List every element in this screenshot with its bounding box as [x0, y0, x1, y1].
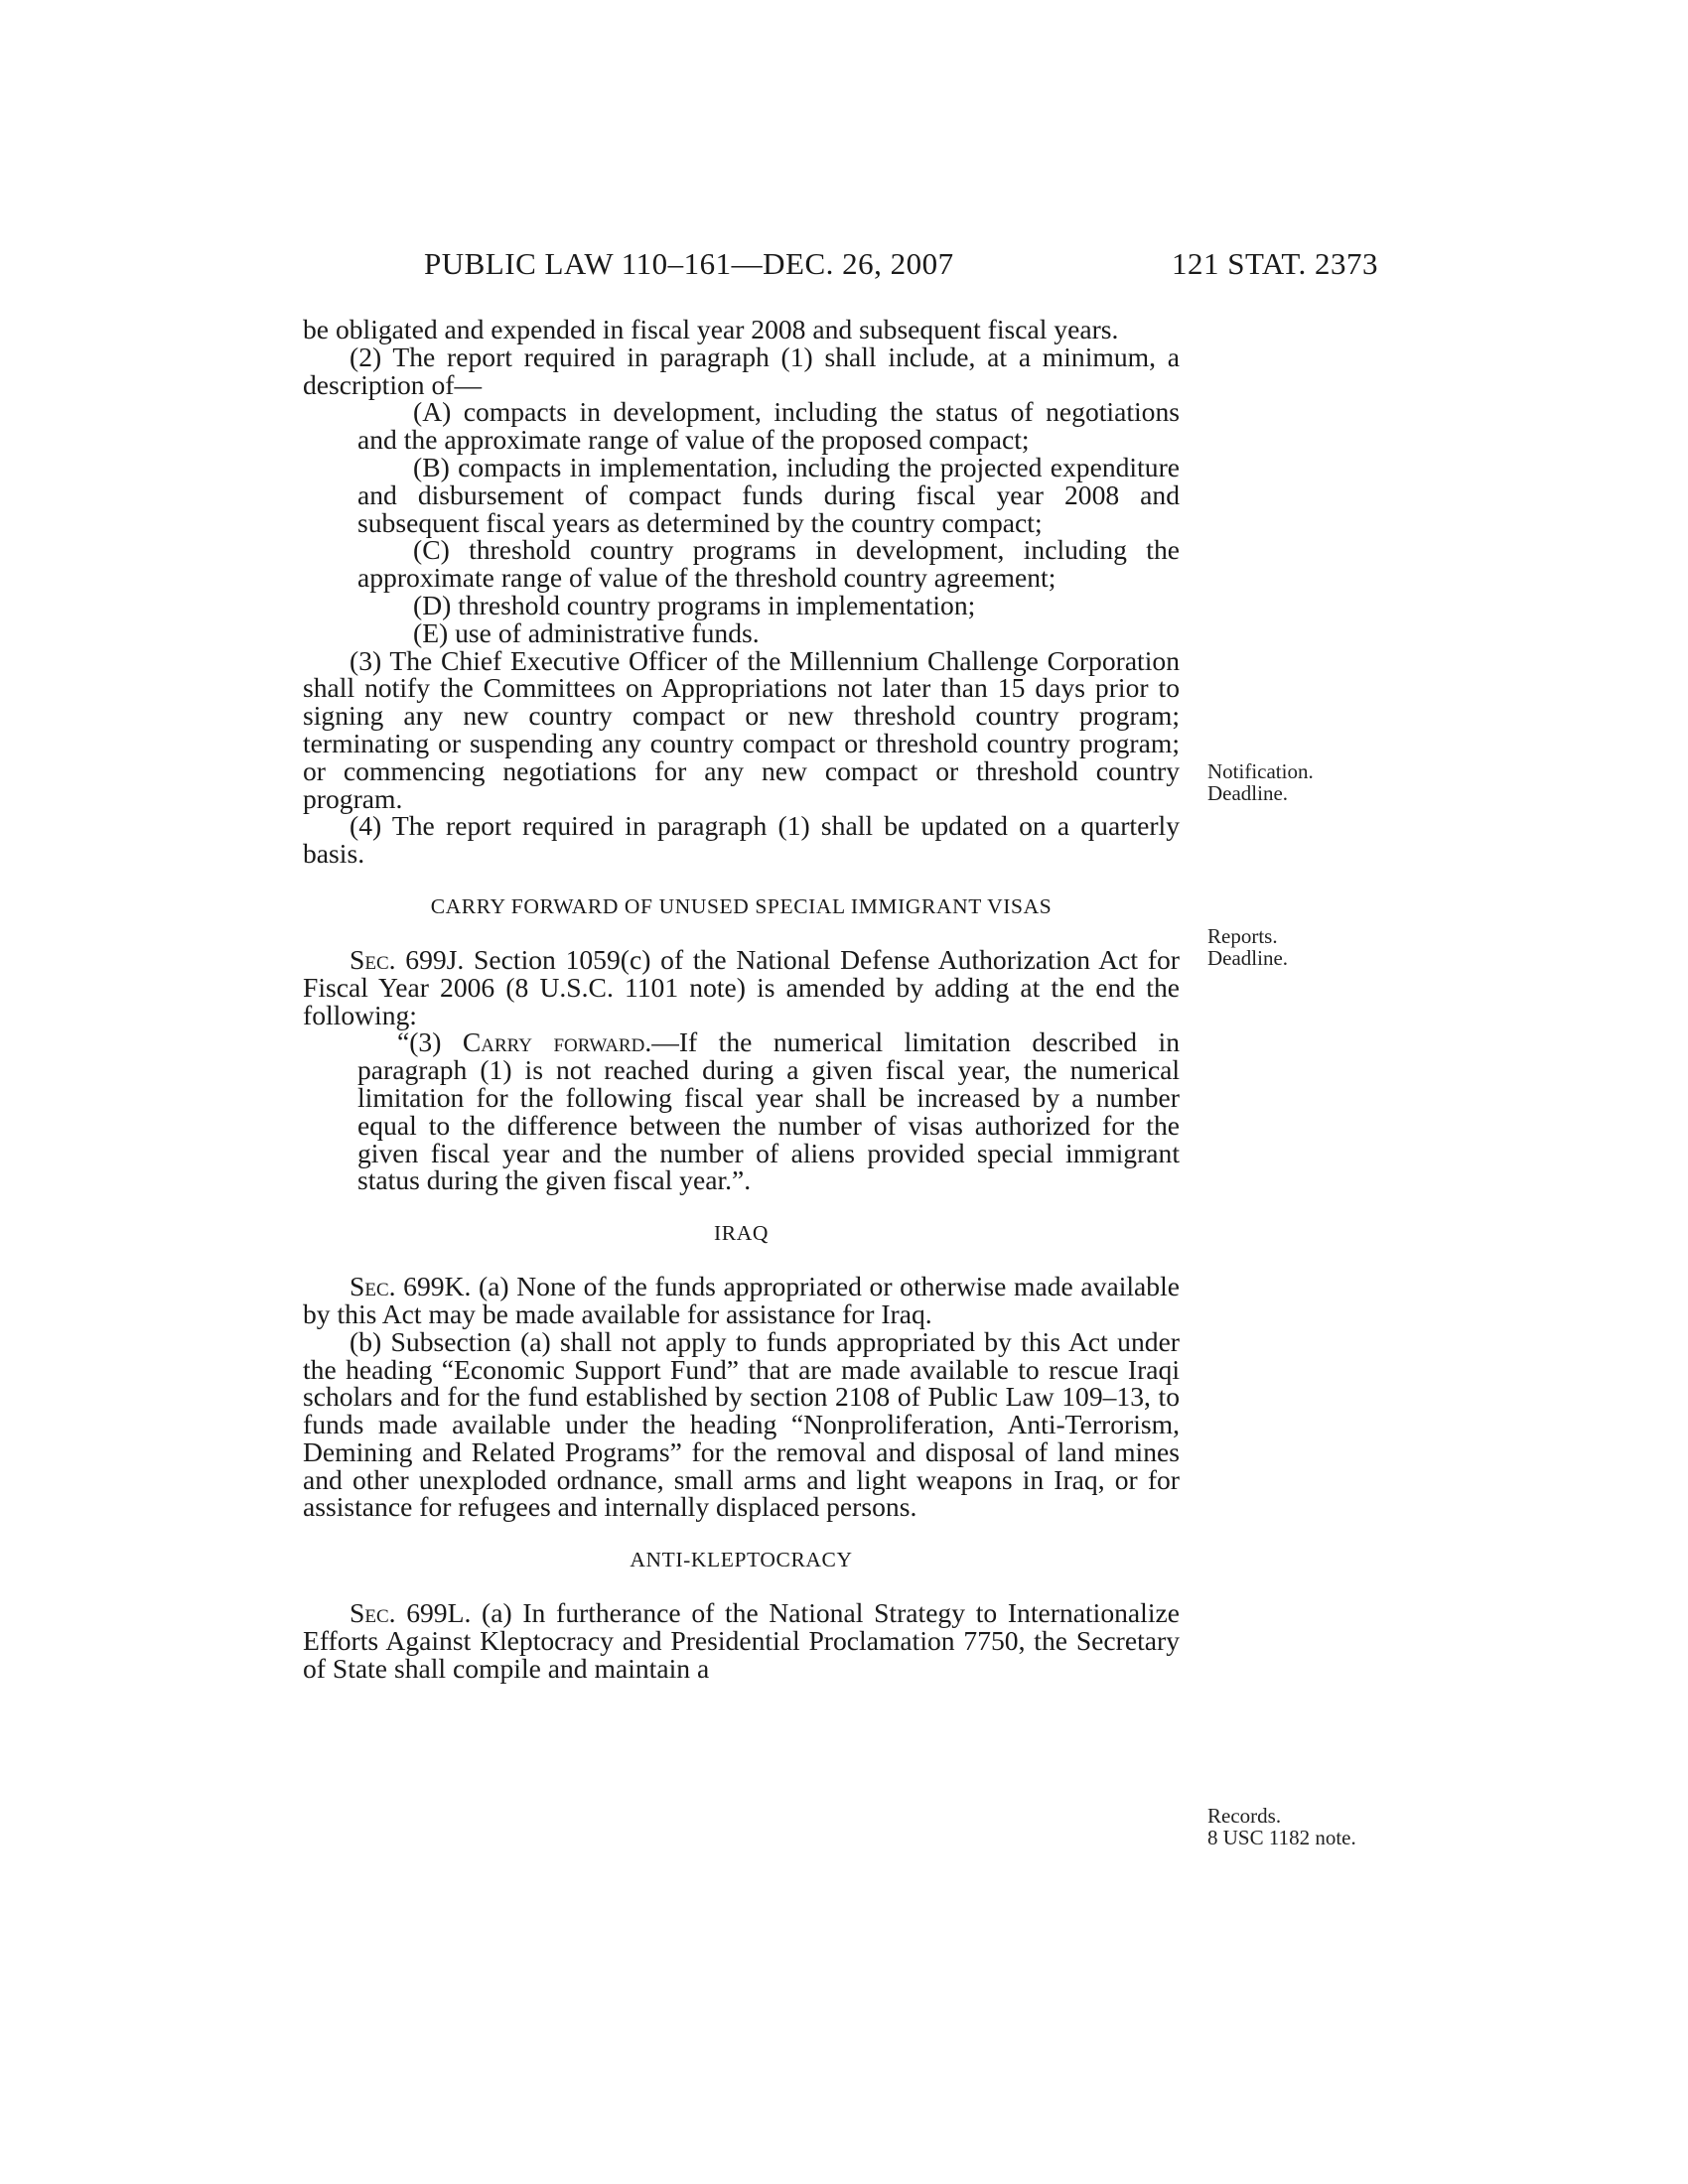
paragraph-3: (3) The Chief Executive Officer of the Millennium Challenge Corporation shall notify the Committees on Appropriations not later than 15 days prior to signing any new country compact or new threshold country program; terminating or suspending any country compact or threshold country program; or commencing negotiations for any new compact or threshold country program. — [303, 644, 1180, 814]
subparagraph-e: (E) use of administrative funds. — [413, 616, 760, 648]
paragraph-continuation: be obligated and expended in fiscal year 2008 and subsequent fiscal years. — [303, 314, 1119, 344]
margin-note-line: Deadline. — [1207, 781, 1289, 805]
subparagraph-a: (A) compacts in development, including the status of negotiations and the approximate range of value of the proposed compact; — [357, 396, 1180, 456]
margin-note-line: Notification. — [1207, 759, 1314, 783]
subparagraph-b: (B) compacts in implementation, including the projected expenditure and disbursement of compact funds during fiscal year 2008 and subsequent fiscal years as determined by the country compact; — [357, 451, 1180, 538]
margin-note-records — [1207, 1805, 1356, 1848]
section-699k-b: (b) Subsection (a) shall not apply to funds appropriated by this Act under the heading “Economic Support Fund” that are made available to rescue Iraqi scholars and for the fund established by section 2108 of Public Law 109–13, to funds made available under the heading “Nonproliferation, Anti-Terrorism, Demining and Related Programs” for the removal and disposal of land mines and other unexploded ordnance, small arms and light weapons in Iraq, or for assistance for refugees and internally displaced persons. — [303, 1325, 1180, 1523]
section-text: 699L. (a) In furtherance of the National Strategy to Internationalize Efforts Against Kleptocracy and Presidential Proclamation 7750, the Secretary of State shall compile and maintain a — [303, 1597, 1180, 1684]
section-699k-a — [303, 1273, 1180, 1328]
section-699j — [303, 943, 1180, 1030]
subparagraph-d: (D) threshold country programs in implementation; — [413, 589, 976, 620]
header-stat-citation: 121 STAT. 2373 — [1171, 246, 1378, 281]
section-heading-anti-kleptocracy: ANTI-KLEPTOCRACY — [630, 1548, 853, 1572]
header-title: PUBLIC LAW 110–161—DEC. 26, 2007 — [424, 246, 954, 281]
document-body — [303, 316, 1180, 1683]
section-label: Sec. — [350, 1271, 396, 1302]
paragraph-2: (2) The report required in paragraph (1) shall include, at a minimum, a description of— — [303, 341, 1180, 400]
paragraph-4: (4) The report required in paragraph (1) shall be updated on a quarterly basis. — [303, 810, 1180, 870]
section-699l — [303, 1599, 1180, 1682]
subparagraph-c: (C) threshold country programs in development, including the approximate range of value of the threshold country agreement; — [357, 534, 1180, 594]
section-heading-iraq: IRAQ — [714, 1221, 769, 1246]
margin-note-line: Records. — [1207, 1804, 1282, 1828]
margin-note-line: 8 USC 1182 note. — [1207, 1826, 1356, 1849]
quoted-label: “(3) Carry forward. — [397, 1026, 652, 1058]
quoted-paragraph-3 — [303, 1028, 1180, 1194]
margin-note-line: Reports. — [1207, 924, 1278, 948]
margin-note-line: Deadline. — [1207, 946, 1289, 970]
section-text: 699K. (a) None of the funds appropriated or otherwise made available by this Act may be made available for assistance for Iraq. — [303, 1271, 1180, 1329]
margin-note-notification — [1207, 760, 1314, 804]
section-heading-carry-forward: CARRY FORWARD OF UNUSED SPECIAL IMMIGRANT VISAS — [430, 893, 1053, 918]
quoted-text: —If the numerical limitation described in paragraph (1) is not reached during a given fiscal year, the numerical limitation for the following fiscal year shall be increased by a number equal to the difference between the number of visas authorized for the given fiscal year and the number of aliens provided special immigrant status during the given fiscal year.”. — [357, 1026, 1180, 1196]
section-text: 699J. Section 1059(c) of the National Defense Authorization Act for Fiscal Year 2006 (8 U.S.C. 1101 note) is amended by adding at the end the following: — [303, 943, 1180, 1030]
section-label: Sec. — [350, 1597, 396, 1629]
page-header — [303, 246, 1378, 292]
margin-note-reports — [1207, 925, 1288, 969]
section-label: Sec. — [350, 943, 396, 975]
